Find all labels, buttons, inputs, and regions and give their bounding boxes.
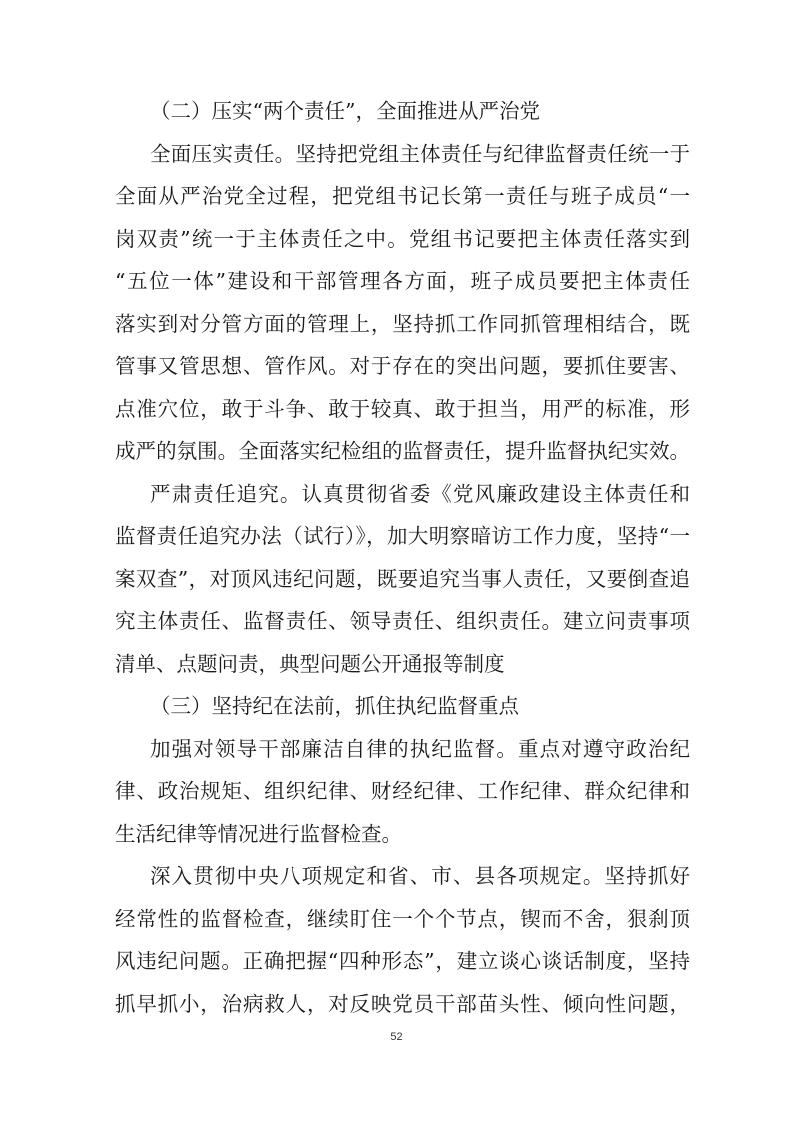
paragraph-line: 案双查”，对顶风违纪问题，既要追究当事人责任，又要倒查追	[115, 567, 690, 591]
paragraph-line: 监督责任追究办法（试行）》，加大明察暗访工作力度，坚持“一	[115, 524, 690, 548]
paragraph-line: “五位一体”建设和干部管理各方面，班子成员要把主体责任	[115, 269, 690, 293]
paragraph-line: 全面从严治党全过程，把党组书记长第一责任与班子成员“一	[115, 184, 690, 208]
page-number: 52	[390, 1031, 403, 1043]
paragraph-line: 岗双责”统一于主体责任之中。党组书记要把主体责任落实到	[115, 227, 690, 251]
paragraph-line: 成严的氛围。全面落实纪检组的监督责任，提升监督执纪实效。	[115, 439, 690, 463]
paragraph-line: 清单、点题问责，典型问题公开通报等制度	[115, 652, 505, 676]
paragraph-line: 深入贯彻中央八项规定和省、市、县各项规定。坚持抓好	[150, 864, 690, 888]
paragraph-line: 生活纪律等情况进行监督检查。	[115, 822, 402, 846]
paragraph-line: 落实到对分管方面的管理上，坚持抓工作同抓管理相结合，既	[115, 312, 690, 336]
paragraph-line: 加强对领导干部廉洁自律的执纪监督。重点对遵守政治纪	[150, 737, 690, 761]
paragraph-line: 经常性的监督检查，继续盯住一个个节点，锲而不舍，狠刹顶	[115, 907, 690, 931]
paragraph-line: 究主体责任、监督责任、领导责任、组织责任。建立问责事项	[115, 609, 690, 633]
paragraph-line: 严肃责任追究。认真贯彻省委《党风廉政建设主体责任和	[150, 482, 690, 506]
section-heading-three: （三）坚持纪在法前，抓住执纪监督重点	[150, 694, 519, 718]
paragraph-line: 风违纪问题。正确把握“四种形态”，建立谈心谈话制度，坚持	[115, 949, 690, 973]
section-heading-two: （二）压实“两个责任”，全面推进从严治党	[150, 99, 540, 123]
paragraph-line: 点准穴位，敢于斗争、敢于较真、敢于担当，用严的标准，形	[115, 397, 690, 421]
paragraph-line: 全面压实责任。坚持把党组主体责任与纪律监督责任统一于	[150, 142, 690, 166]
paragraph-line: 抓早抓小，治病救人，对反映党员干部苗头性、倾向性问题，	[115, 992, 690, 1016]
paragraph-line: 律、政治规矩、组织纪律、财经纪律、工作纪律、群众纪律和	[115, 779, 690, 803]
paragraph-line: 管事又管思想、管作风。对于存在的突出问题，要抓住要害、	[115, 354, 690, 378]
